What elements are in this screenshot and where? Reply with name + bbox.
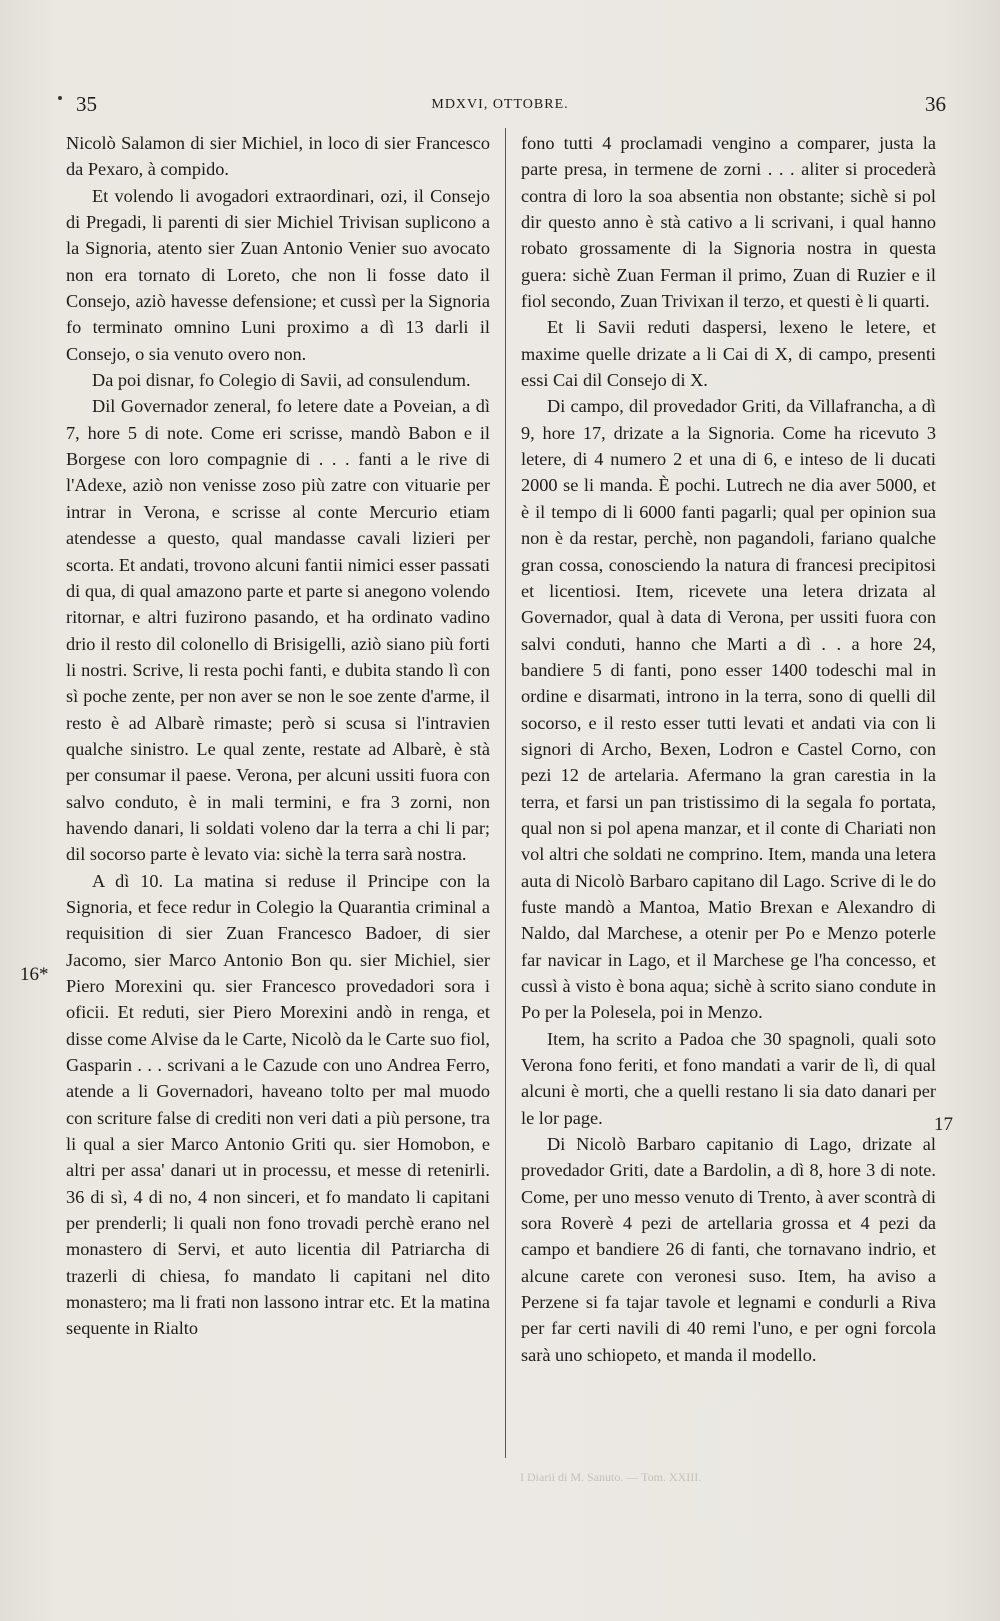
paragraph: Et volendo li avogadori extraordinari, ozi, il Consejo di Pregadi, li parenti di sier Michiel Trivisan suplicono a la Signoria, atento sier Zuan Antonio Venier suo avocato non era tornato di Loreto, che non li fosse dato il Consejo, aziò havesse defensione; et cussì per la Signoria fo terminato omnino Luni proximo a dì 13 darli il Consejo, o sia venuto overo non. [66, 185, 490, 364]
paragraph: Da poi disnar, fo Colegio di Savii, ad consulendum. [92, 370, 471, 391]
paragraph: Di campo, dil provedador Griti, da Villafrancha, a dì 9, hore 17, drizate a la Signoria. Come ha ricevuto 3 letere, di 4 numero 2 et una di 6, e inteso de li ducati 2000 se li manda. È pochi. Lutrech ne dia aver 5000, et è il tempo di li 6000 fanti pagarli; qual per opinion sua non è da restar, perchè, non pagandoli, fariano qualche gran cossa, conosciendo la natura di francesi precipitosi et licentiosi. Item, ricevete una letera drizata al Governador, qual à data di Verona, per ussiti fuora con salvi conduti, hanno che Marti a dì . . a hore 24, bandiere 5 di fanti, pono esser 1400 todeschi mal in ordine e disarmati, introno in la terra, sono di quelli dil socorso, e il resto esser tutti levati et andati via con li signori di Archo, Bexen, Lodron e Castel Corno, con pezi 12 de artelaria. Afermano la gran carestia in la terra, et farsi un pan tristissimo di la segala fo portata, qual non si pol apena manzar, et il conte di Chariati non vol altri che soldati ne comprino. Item, manda una letera auta di Nicolò Barbaro capitano dil Lago. Scrive di le do fuste mandò a Mantoa, Matio Brexan e Alexandro di Naldo, dal Marchese, a otenir per Po e Menzo poterle far navicar in Lago, et il Marchese ge l'ha concesso, et cussì à visto è bona aqua; sichè à scrito siano condute in Po per la Polesela, poi in Menzo. [521, 396, 936, 1023]
paragraph: Nicolò Salamon di sier Michiel, in loco di sier Francesco da Pexaro, à compido. [66, 133, 490, 180]
page-header [0, 92, 1000, 122]
paragraph: Item, ha scrito a Padoa che 30 spagnoli, quali soto Verona fono feriti, et fono mandati a varir de lì, di qual alcuni è morti, che a quelli restano li sia dato danari per le lor page. [521, 1028, 936, 1128]
right-margin-number: 17 [934, 1114, 953, 1135]
paragraph: fono tutti 4 proclamadi vengino a comparer, justa la parte presa, in termene de zorni . . . aliter si procederà contra di loro la soa absentia non obstante; sichè si pol dir questo anno è stà cativo a li scrivani, i qual hanno robato grossamente di la Signoria nostra in questa guera: sichè Zuan Ferman il primo, Zuan di Ruzier e il fiol secondo, Zuan Trivixan il terzo, et questi è li quarti. [521, 133, 936, 312]
column-divider [505, 128, 506, 1458]
paragraph: A dì 10. La matina si reduse il Principe con la Signoria, et fece redur in Colegio la Quarantia criminal a requisition di sier Zuan Francesco Badoer, di sier Jacomo, sier Marco Antonio Bon qu. sier Michiel, sier Piero Morexini qu. sier Francesco provedadori sora i oficii. Et reduti, sier Piero Morexini andò in renga, et disse come Alvise da le Carte, Nicolò da le Carte suo fiol, Gasparin . . . scrivani a le Cazude con uno Andrea Ferro, atende a li Governadori, haveano tolto per mal muodo con scriture false di crediti non veri dati a più persone, tra li qual a sier Marco Antonio Griti qu. sier Homobon, e altri per assa' danari ut in processu, et messe di retenirli. 36 di sì, 4 di no, 4 non sinceri, et fo mandato li capitani per prenderli; li quali non fono trovadi perchè erano nel monastero di Servi, et auto licentia dil Patriarcha di trazerli di chiesa, fo mandato li capitani nel dito monastero; ma li frati non lassono intrar etc. Et la matina sequente in Rialto [66, 870, 490, 1339]
left-column [66, 130, 490, 1342]
right-column [521, 130, 936, 1368]
left-page-number: 35 [76, 92, 97, 116]
paragraph: Di Nicolò Barbaro capitanio di Lago, drizate al provedador Griti, date a Bardolin, a dì 8, hore 3 di note. Come, per uno messo venuto di Trento, à aver scontrà di sora Roverè 4 pezi de artellaria grossa et 4 pezi da campo et bandiere 26 di fanti, che tornavano indrio, et alcune carete con veronesi suso. Item, ha aviso a Perzene si fa tajar tavole et legnami e condurli a Riva per far certi navili di 40 remi l'uno, e per ogni forcola sarà uno schiopeto, et manda il modello. [521, 1134, 936, 1365]
ink-dot [58, 96, 62, 100]
left-margin-number: 16* [20, 964, 49, 985]
page-footer: I Diarii di M. Sanuto. — Tom. XXIII. [520, 1470, 702, 1484]
running-title: MDXVI, OTTOBRE. [431, 97, 569, 112]
right-page-number: 36 [925, 92, 946, 116]
paragraph: Et li Savii reduti daspersi, lexeno le letere, et maxime quelle drizate a li Cai di X, di campo, presenti essi Cai dil Consejo di X. [521, 317, 936, 391]
paragraph: Dil Governador zeneral, fo letere date a Poveian, a dì 7, hore 5 di note. Come eri scrisse, mandò Babon e il Borgese con loro compagnie di . . . fanti a le rive di l'Adexe, aziò non venisse zoso più zatre con vituarie per intrar in Verona, e scrisse al conte Mercurio etiam atendesse a questo, qual mandasse cavali lizieri per scorta. Et andati, trovono alcuni fantii nimici esser passati di qua, di qual amazono parte et parte si anegono volendo ritornar, e altri fuzirono pasando, et ha ordinato vadino drio il resto dil colonello di Brisigelli, aziò siano più forti li nostri. Scrive, li resta pochi fanti, e dubita stando lì con sì poche zente, per non aver se non le soe zente d'arme, il resto è ad Albarè rimaste; però si scusa si l'intravien qualche sinistro. Le qual zente, restate ad Albarè, è stà per consumar il paese. Verona, per alcuni ussiti fuora con salvo conduto, è in mali termini, e fra 3 zorni, non havendo danari, li soldati voleno dar la terra a chi li par; dil socorso parte è levato via: sichè la terra sarà nostra. [66, 396, 490, 865]
